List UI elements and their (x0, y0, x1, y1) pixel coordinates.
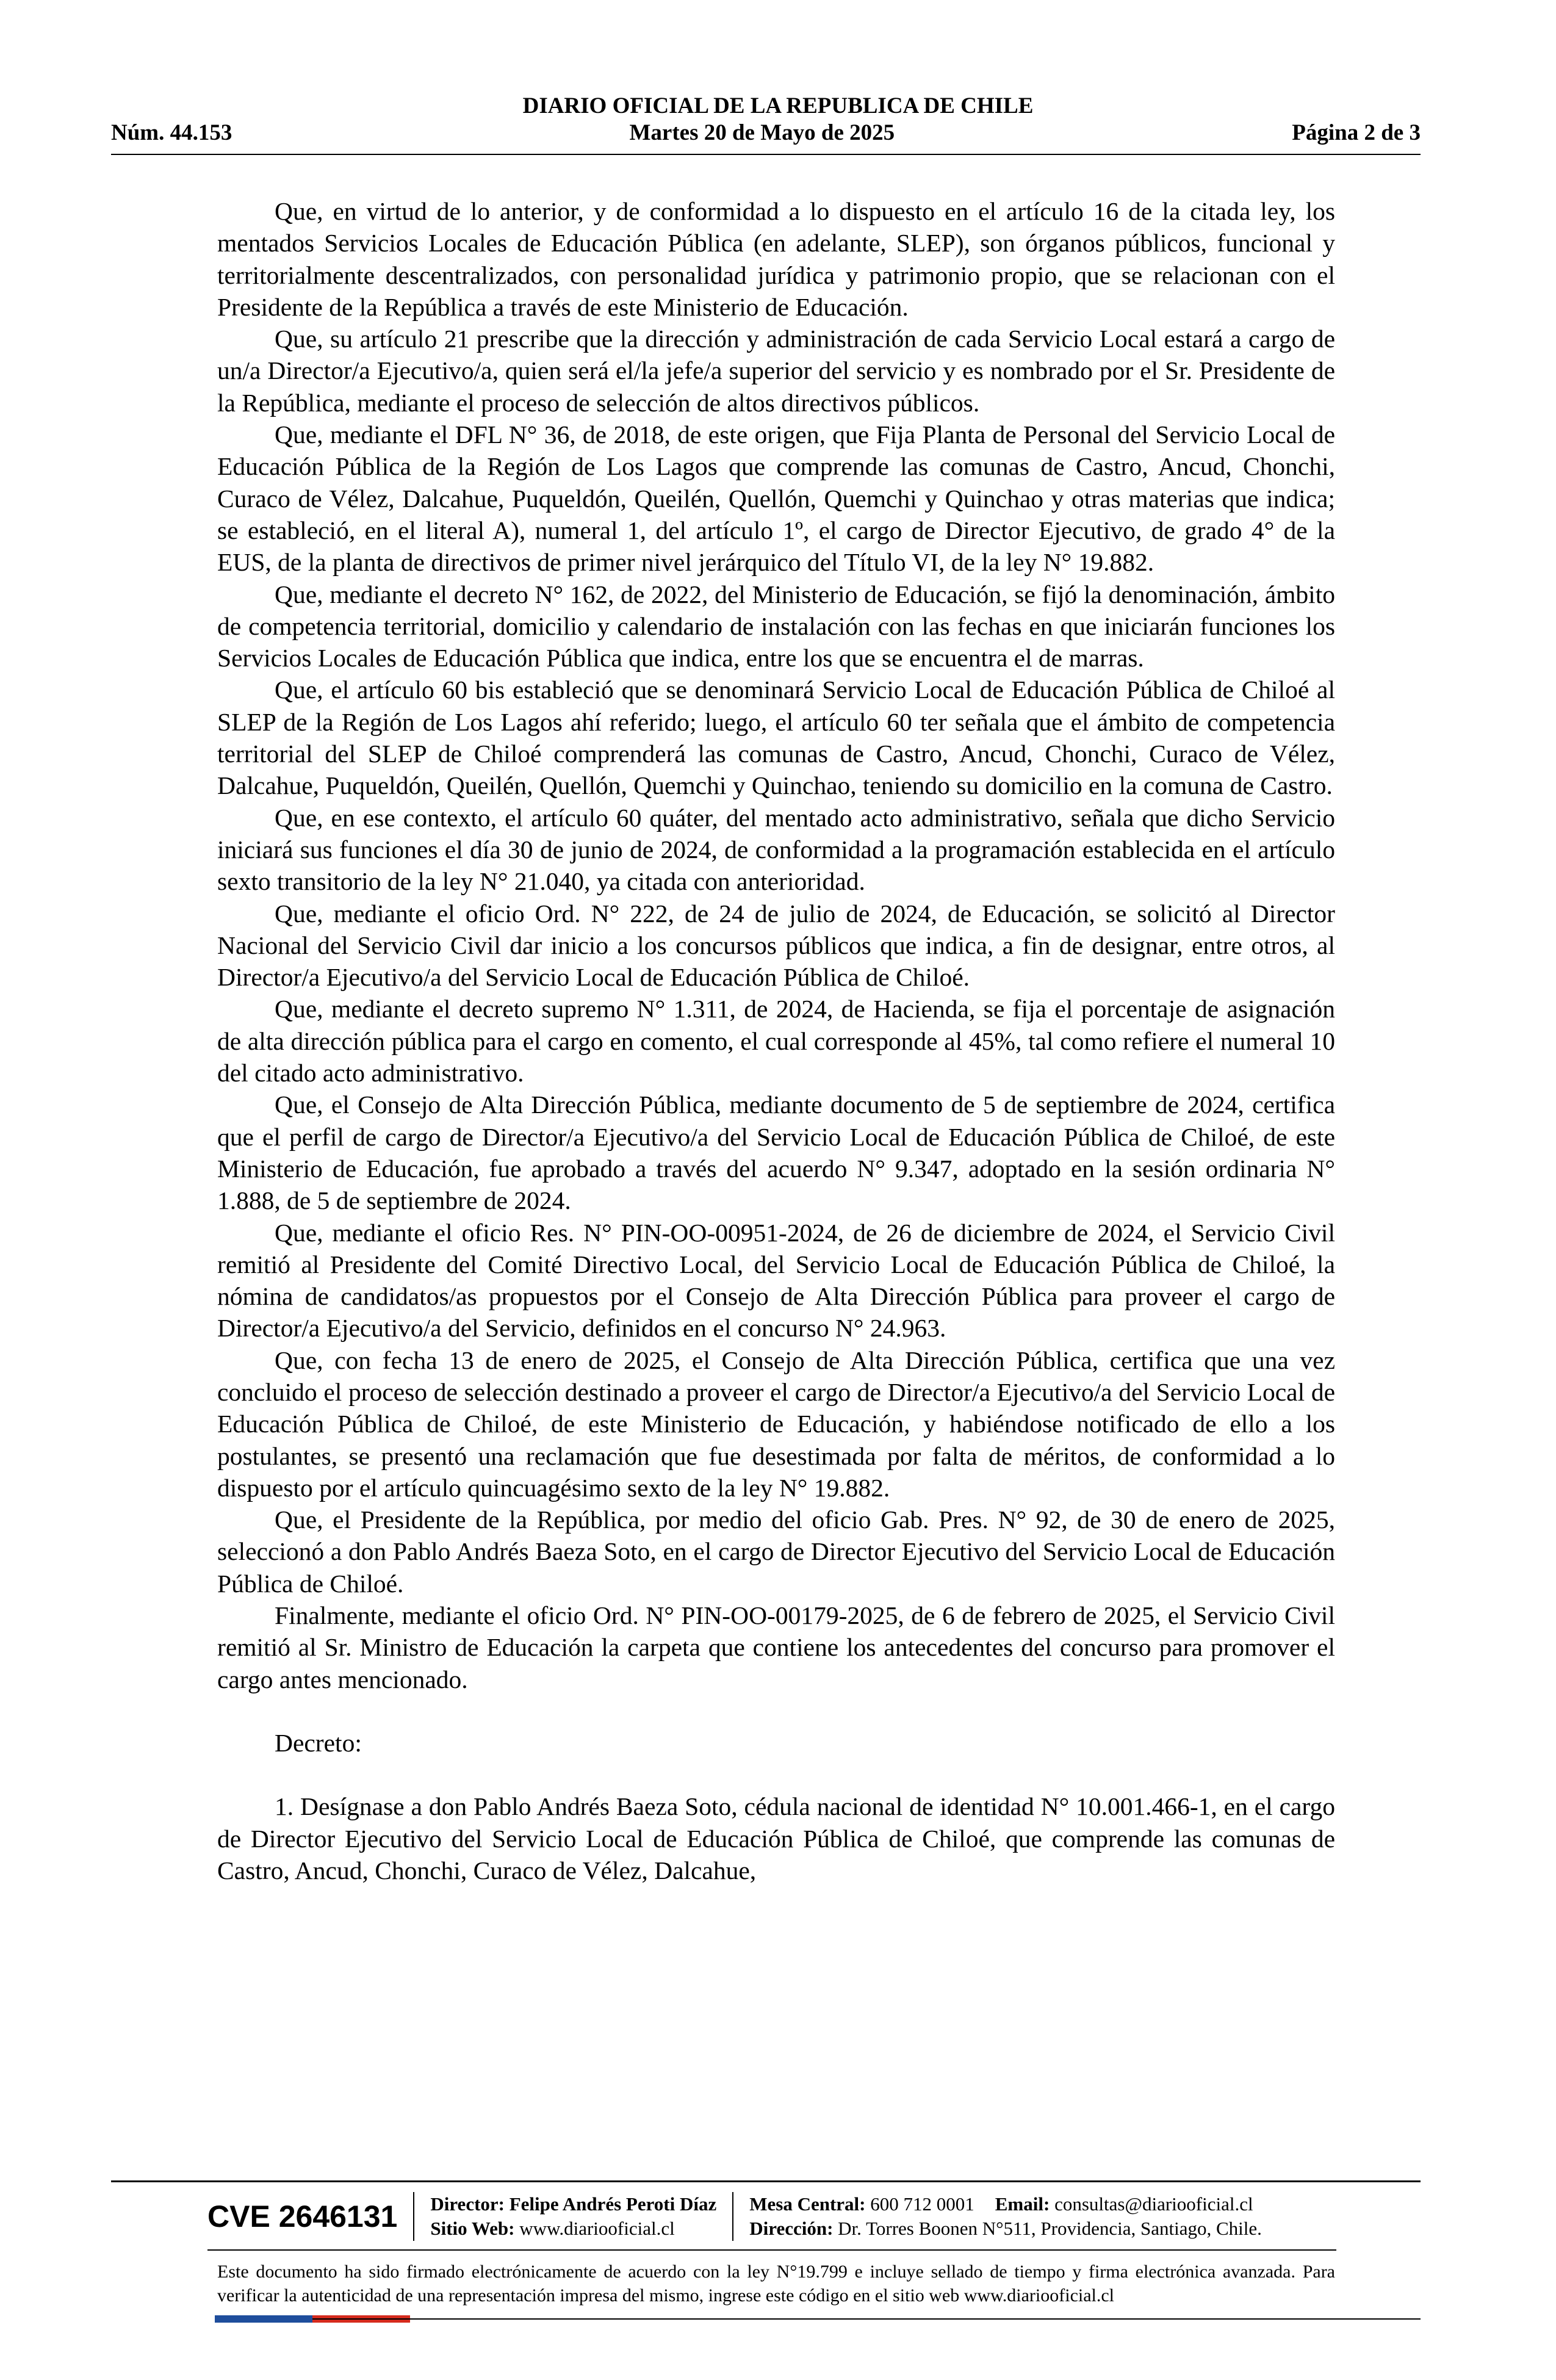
paragraph: Que, en ese contexto, el artículo 60 quáter, del mentado acto administrativo, señala que dicho Servicio iniciará sus funciones el día 30 de junio de 2024, de conformidad a la programación establecida en el artículo sexto transitorio de la ley N° 21.040, ya citada con anterioridad. (217, 803, 1335, 896)
director-name: Felipe Andrés Peroti Díaz (509, 2193, 717, 2215)
issue-date: Martes 20 de Mayo de 2025 (629, 120, 895, 145)
flag-blue-segment (215, 2315, 312, 2323)
paragraph: Que, mediante el oficio Ord. N° 222, de 24 de julio de 2024, de Educación, se solicitó al Director Nacional del Servicio Civil dar inicio a los concursos públicos que indica, a fin de designar, entre otros, al Director/a Ejecutivo/a del Servicio Local de Educación Pública de Chiloé. (217, 899, 1335, 992)
paragraph: Que, con fecha 13 de enero de 2025, el Consejo de Alta Dirección Pública, certifica que una vez concluido el proceso de selección destinado a proveer el cargo de Director/a Ejecutivo/a del Servicio Local de Educación Pública de Chiloé, de este Ministerio de Educación, y habiéndose notificado de ello a los postulantes, se presentó una reclamación que fue desestimada por falta de méritos, de conformidad a lo dispuesto por el artículo quincuagésimo sexto de la ley N° 19.882. (217, 1346, 1335, 1502)
address-label: Dirección: (749, 2218, 834, 2239)
footer-divider (111, 2180, 1421, 2182)
page-number: Página 2 de 3 (1292, 120, 1421, 145)
website-link[interactable]: www.diariooficial.cl (519, 2218, 675, 2239)
decree-item: 1. Desígnase a don Pablo Andrés Baeza Soto, cédula nacional de identidad N° 10.001.466-1, en el cargo de Director Ejecutivo del Servicio Local de Educación Pública de Chiloé, que comprende las comunas de Castro, Ancud, Chonchi, Curaco de Vélez, Dalcahue, (217, 1792, 1335, 1884)
paragraph: Que, el artículo 60 bis estableció que se denominará Servicio Local de Educación Pública de Chiloé al SLEP de la Región de Los Lagos ahí referido; luego, el artículo 60 ter señala que el ámbito de competencia territorial del SLEP de Chiloé comprenderá las comunas de Castro, Ancud, Chonchi, Curaco de Vélez, Dalcahue, Puqueldón, Queilén, Quellón, Quemchi y Quinchao, teniendo su domicilio en la comuna de Castro. (217, 676, 1335, 800)
email-label: Email: (995, 2193, 1050, 2215)
footer-director-block (414, 2192, 732, 2241)
paragraph: Que, mediante el DFL N° 36, de 2018, de este origen, que Fija Planta de Personal del Servicio Local de Educación Pública de la Región de Los Lagos que comprende las comunas de Castro, Ancud, Chonchi, Curaco de Vélez, Dalcahue, Puqueldón, Queilén, Quellón, Quemchi y Quinchao y otras materias que indica; se estableció, en el literal A), numeral 1, del artículo 1º, el cargo de Director Ejecutivo, de grado 4° de la EUS, de la planta de directivos de primer nivel jerárquico del Título VI, de la ley N° 19.882. (217, 420, 1335, 577)
paragraph: Finalmente, mediante el oficio Ord. N° PIN-OO-00179-2025, de 6 de febrero de 2025, el Servicio Civil remitió al Sr. Ministro de Educación la carpeta que contiene los antecedentes del concurso para promover el cargo antes mencionado. (217, 1601, 1335, 1693)
email-link[interactable]: consultas@diariooficial.cl (1054, 2193, 1253, 2215)
footer-bottom-line (312, 2318, 1421, 2320)
mesa-phone: 600 712 0001 (870, 2193, 974, 2215)
mesa-label: Mesa Central: (749, 2193, 866, 2215)
address-text: Dr. Torres Boonen N°511, Providencia, Santiago, Chile. (838, 2218, 1262, 2239)
header-divider (111, 154, 1421, 155)
page-header (111, 120, 1421, 146)
paragraph: Que, el Presidente de la República, por medio del oficio Gab. Pres. N° 92, de 30 de enero de 2025, seleccionó a don Pablo Andrés Baeza Soto, en el cargo de Director Ejecutivo del Servicio Local de Educación Pública de Chiloé. (217, 1506, 1335, 1598)
paragraph: Que, mediante el decreto N° 162, de 2022, del Ministerio de Educación, se fijó la denominación, ámbito de competencia territorial, domicilio y calendario de instalación con las fechas en que iniciarán funciones los Servicios Locales de Educación Pública que indica, entre los que se encuentra el de marras. (217, 580, 1335, 673)
document-body (217, 195, 1335, 1886)
decree-heading: Decreto: (275, 1728, 362, 1757)
footer-divider-secondary (207, 2249, 1336, 2251)
paragraph: Que, en virtud de lo anterior, y de conformidad a lo dispuesto en el artículo 16 de la citada ley, los mentados Servicios Locales de Educación Pública (en adelante, SLEP), son órganos públicos, funcional y territorialmente descentralizados, con personalidad jurídica y patrimonio propio, que se relacionan con el Presidente de la República a través de este Ministerio de Educación. (217, 197, 1335, 321)
cve-code: CVE 2646131 (207, 2199, 398, 2234)
website-label: Sitio Web: (430, 2218, 515, 2239)
paragraph: Que, mediante el decreto supremo N° 1.311, de 2024, de Hacienda, se fija el porcentaje de asignación de alta dirección pública para el cargo en comento, el cual corresponde al 45%, tal como refiere el numeral 10 del citado acto administrativo. (217, 995, 1335, 1087)
issue-number: Núm. 44.153 (111, 120, 232, 145)
footer-info (207, 2190, 1278, 2243)
footer-contact-block (733, 2192, 1278, 2241)
legal-note: Este documento ha sido firmado electrónicamente de acuerdo con la ley N°19.799 e incluye sellado de tiempo y firma electrónica avanzada. Para verificar la autenticidad de una representación impresa del mismo, ingrese este código en el sitio web www.diariooficial.cl (217, 2262, 1335, 2306)
director-label: Director: (430, 2193, 505, 2215)
paragraph: Que, el Consejo de Alta Dirección Pública, mediante documento de 5 de septiembre de 2024, certifica que el perfil de cargo de Director/a Ejecutivo/a del Servicio Local de Educación Pública de Chiloé, de este Ministerio de Educación, fue aprobado a través del acuerdo N° 9.347, adoptado en la sesión ordinaria N° 1.888, de 5 de septiembre de 2024. (217, 1091, 1335, 1215)
paragraph: Que, su artículo 21 prescribe que la dirección y administración de cada Servicio Local estará a cargo de un/a Director/a Ejecutivo/a, quien será el/la jefe/a superior del servicio y es nombrado por el Sr. Presidente de la República, mediante el proceso de selección de altos directivos públicos. (217, 325, 1335, 417)
paragraph: Que, mediante el oficio Res. N° PIN-OO-00951-2024, de 26 de diciembre de 2024, el Servicio Civil remitió al Presidente del Comité Directivo Local, del Servicio Local de Educación Pública de Chiloé, la nómina de candidatos/as propuestos por el Consejo de Alta Dirección Pública para proveer el cargo de Director/a Ejecutivo/a del Servicio, definidos en el concurso N° 24.963. (217, 1218, 1335, 1343)
publication-title: DIARIO OFICIAL DE LA REPUBLICA DE CHILE (522, 93, 1034, 118)
